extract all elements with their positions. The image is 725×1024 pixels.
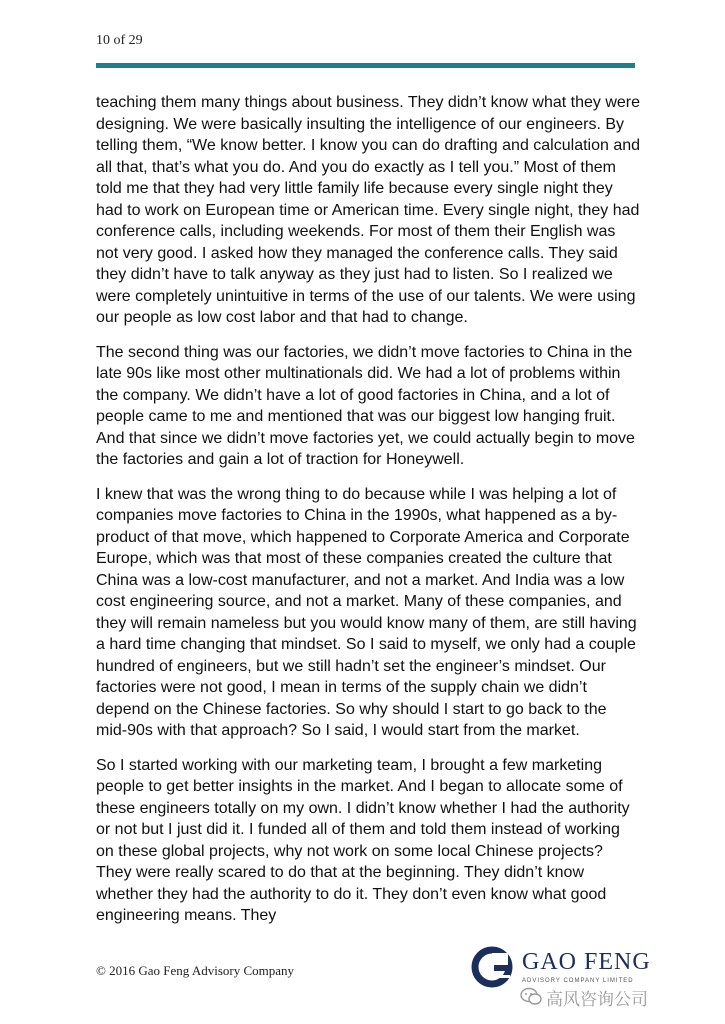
- logo-name: GAO FENG: [522, 949, 651, 975]
- page-number: 10 of 29: [96, 33, 143, 48]
- watermark: [520, 985, 648, 1009]
- paragraph: teaching them many things about business. They didn’t know what they were designing. We were basically insulting the intelligence of our engineers. By telling them, “We know better. I know you can do drafting and calculation and all that, that’s what you do. And you do exactly as I tell you.” Most of them told me that they had very little family life because every single night they had to work on European time or American time. Every single night, they had conference calls, including weekends. For most of them their English was not very good. I asked how they managed the conference calls. They said they didn’t have to talk anyway as they just had to listen. So I realized we were completely unintuitive in terms of the use of our talents. We were using our people as low cost labor and that had to change.: [96, 94, 641, 326]
- footer-copyright: © 2016 Gao Feng Advisory Company: [96, 963, 295, 978]
- logo-tagline: ADVISORY COMPANY LIMITED: [522, 978, 634, 984]
- document-body: [96, 92, 641, 940]
- watermark-text: 高风咨询公司: [546, 989, 648, 1009]
- wechat-icon: [520, 987, 542, 1007]
- paragraph: The second thing was our factories, we didn’t move factories to China in the late 90s like most other multinationals did. We had a lot of problems within the company. We didn’t have a lot of good factories in China, and a lot of people came to me and mentioned that was our biggest low hanging fruit. And that since we didn’t move factories yet, we could actually begin to move the factories and gain a lot of traction for Honeywell.: [96, 343, 635, 468]
- paragraph: I knew that was the wrong thing to do because while I was helping a lot of companies move factories to China in the 1990s, what happened as a by- product of that move, which happened to Corporate America and Corporate Europe, which was that most of these companies created the culture that China was a low-cost manufacturer, and not a market. And India was a low cost engineering source, and not a market. Many of these companies, and they will remain nameless but you would know many of them, are still having a hard time changing that mindset. So I said to myself, we only had a couple hundred of engineers, but we still hadn’t set the engineer’s mindset. Our factories were not good, I mean in terms of the supply chain we didn’t depend on the Chinese factories. So why should I start to go back to the mid-90s with that approach? So I said, I would start from the market.: [96, 485, 637, 739]
- header-rule: [96, 63, 635, 68]
- paragraph: So I started working with our marketing team, I brought a few marketing people to get better insights in the market. And I began to allocate some of these engineers totally on my own. I didn’t know whether I had the authority or not but I just did it. I funded all of them and told them instead of working on these global projects, why not work on some local Chinese projects? They were really scared to do that at the beginning. They didn’t know whether they had the authority to do it. They don’t even know what good engineering means. They: [96, 756, 630, 924]
- gao-feng-logo-icon: [470, 945, 514, 989]
